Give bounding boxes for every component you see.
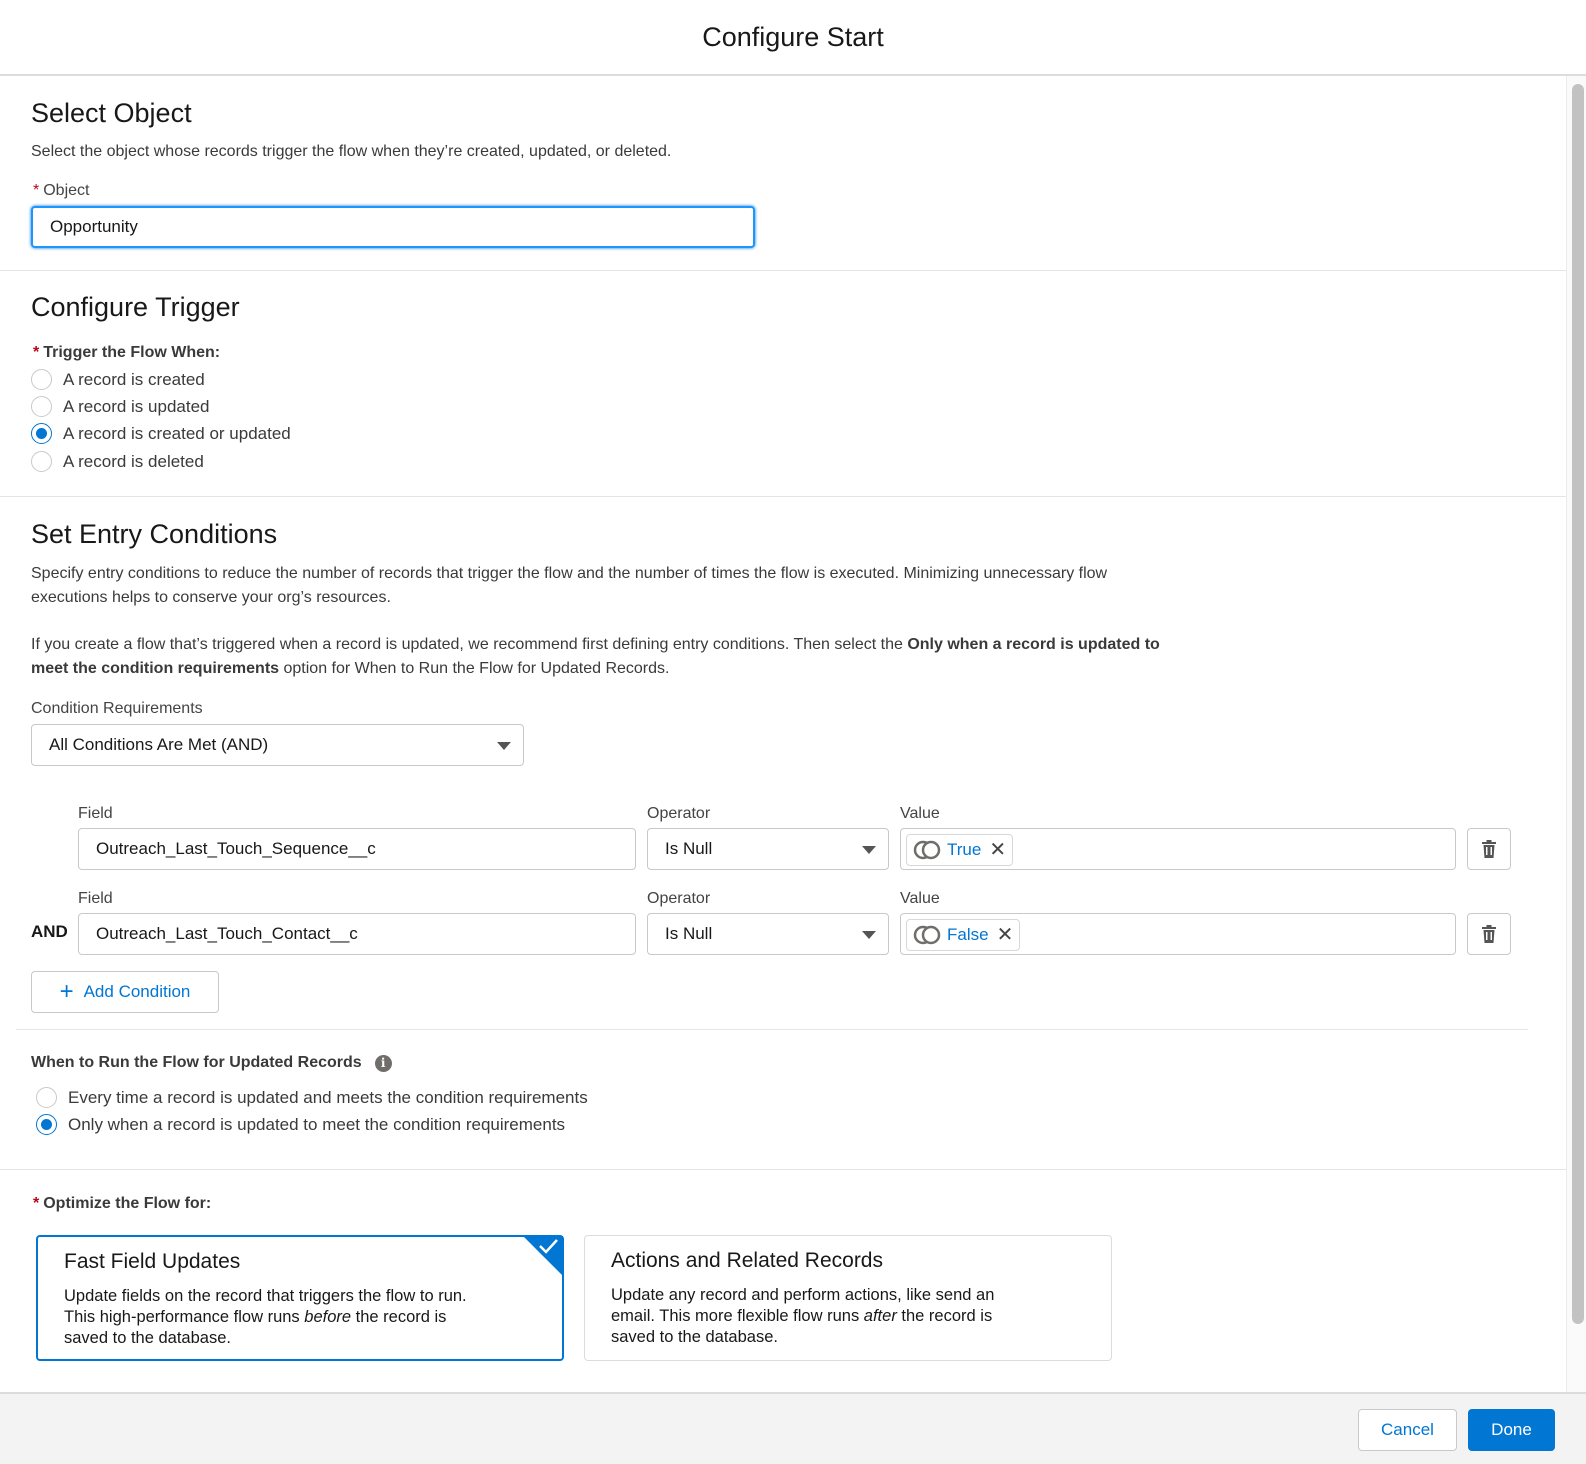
value-label: Value bbox=[900, 890, 940, 907]
card-title: Fast Field Updates bbox=[64, 1250, 241, 1273]
radio-button[interactable] bbox=[31, 369, 52, 390]
radio-label: Every time a record is updated and meets the condition requirements bbox=[68, 1087, 588, 1107]
condition-operator-value: Is Null bbox=[665, 839, 713, 858]
trash-icon bbox=[1481, 840, 1497, 858]
scrollbar-thumb[interactable] bbox=[1572, 84, 1584, 1324]
condition-value-input[interactable] bbox=[900, 913, 1456, 955]
radio-button-selected[interactable] bbox=[31, 423, 52, 444]
value-pill[interactable] bbox=[906, 834, 1013, 866]
operator-label: Operator bbox=[647, 805, 711, 822]
run-when-label: When to Run the Flow for Updated Records i bbox=[31, 1054, 392, 1072]
object-input[interactable] bbox=[31, 206, 755, 248]
boolean-icon bbox=[913, 925, 941, 945]
condition-operator-select[interactable] bbox=[647, 828, 889, 870]
condition-field-input[interactable] bbox=[78, 913, 636, 955]
condition-field-value: Outreach_Last_Touch_Sequence__c bbox=[96, 839, 376, 858]
required-asterisk: * bbox=[33, 344, 40, 361]
optimize-label: * Optimize the Flow for: bbox=[33, 1195, 212, 1212]
entry-conditions-note: If you create a flow that’s triggered when a record is updated, we recommend first defining entry conditions. Then select the Only when a record is updated to meet the condition requirements option for When to Run the Flow for Updated Records. bbox=[31, 636, 1160, 677]
trash-icon bbox=[1481, 925, 1497, 943]
done-button[interactable]: Done bbox=[1468, 1409, 1555, 1451]
close-icon[interactable]: ✕ bbox=[989, 839, 1007, 861]
field-label: Field bbox=[78, 890, 113, 907]
card-title: Actions and Related Records bbox=[611, 1249, 883, 1272]
object-input-value: Opportunity bbox=[50, 217, 138, 236]
radio-label: A record is created or updated bbox=[63, 423, 291, 443]
value-pill-label: False bbox=[947, 925, 989, 944]
chevron-down-icon bbox=[862, 846, 876, 854]
radio-label: A record is updated bbox=[63, 396, 210, 416]
check-icon bbox=[537, 1238, 559, 1254]
entry-conditions-heading: Set Entry Conditions bbox=[31, 519, 278, 549]
chevron-down-icon bbox=[862, 931, 876, 939]
radio-button[interactable] bbox=[36, 1087, 57, 1108]
add-condition-button[interactable] bbox=[31, 971, 219, 1013]
select-object-heading: Select Object bbox=[31, 98, 192, 128]
close-icon[interactable]: ✕ bbox=[996, 924, 1014, 946]
boolean-icon bbox=[913, 840, 941, 860]
condition-value-input[interactable] bbox=[900, 828, 1456, 870]
radio-only-when-updated[interactable] bbox=[36, 1114, 565, 1135]
and-connector: AND bbox=[31, 922, 68, 941]
radio-record-created-or-updated[interactable] bbox=[31, 423, 291, 444]
condition-operator-value: Is Null bbox=[665, 924, 713, 943]
required-asterisk: * bbox=[33, 1195, 40, 1212]
card-description: Update fields on the record that triggers the flow to run. This high-performance flow runs before the record is saved to the database. bbox=[64, 1287, 467, 1347]
card-description: Update any record and perform actions, like send an email. This more flexible flow runs after the record is saved to the database. bbox=[611, 1286, 995, 1346]
condition-requirements-select[interactable] bbox=[31, 724, 524, 766]
radio-record-deleted[interactable] bbox=[31, 451, 204, 472]
section-divider bbox=[0, 496, 1566, 497]
radio-label: A record is created bbox=[63, 369, 205, 389]
radio-record-updated[interactable] bbox=[31, 396, 209, 417]
condition-requirements-label: Condition Requirements bbox=[31, 700, 203, 717]
condition-field-value: Outreach_Last_Touch_Contact__c bbox=[96, 924, 358, 943]
chevron-down-icon bbox=[497, 742, 511, 750]
section-divider bbox=[0, 1169, 1566, 1170]
condition-operator-select[interactable] bbox=[647, 913, 889, 955]
delete-condition-button[interactable] bbox=[1467, 913, 1511, 955]
actions-related-records-card[interactable] bbox=[584, 1235, 1112, 1361]
radio-every-time-updated[interactable] bbox=[36, 1087, 588, 1108]
radio-button[interactable] bbox=[31, 396, 52, 417]
radio-button-selected[interactable] bbox=[36, 1114, 57, 1135]
select-object-description: Select the object whose records trigger the flow when they’re created, updated, or deleted. bbox=[31, 143, 672, 160]
delete-condition-button[interactable] bbox=[1467, 828, 1511, 870]
entry-conditions-description: Specify entry conditions to reduce the number of records that trigger the flow and the number of times the flow is executed. Minimizing unnecessary flow executions helps to conserve your org’s resources. bbox=[31, 565, 1108, 606]
fast-field-updates-card[interactable] bbox=[36, 1235, 564, 1361]
vertical-scrollbar[interactable] bbox=[1566, 76, 1586, 1392]
field-label: Field bbox=[78, 805, 113, 822]
plus-icon: + bbox=[59, 978, 74, 1005]
required-asterisk: * bbox=[33, 182, 40, 199]
section-divider bbox=[16, 1029, 1528, 1030]
modal-footer bbox=[0, 1392, 1586, 1464]
radio-button[interactable] bbox=[31, 451, 52, 472]
modal-content[interactable] bbox=[0, 76, 1566, 1392]
radio-label: A record is deleted bbox=[63, 451, 204, 471]
modal-title: Configure Start bbox=[702, 21, 884, 52]
condition-field-input[interactable] bbox=[78, 828, 636, 870]
radio-record-created[interactable] bbox=[31, 369, 205, 390]
condition-requirements-value: All Conditions Are Met (AND) bbox=[49, 735, 269, 754]
configure-trigger-heading: Configure Trigger bbox=[31, 292, 240, 322]
value-pill[interactable] bbox=[906, 919, 1020, 951]
value-pill-label: True bbox=[947, 840, 982, 859]
value-label: Value bbox=[900, 805, 940, 822]
modal-header bbox=[0, 0, 1586, 76]
radio-label: Only when a record is updated to meet the condition requirements bbox=[68, 1114, 566, 1134]
add-condition-label: Add Condition bbox=[83, 982, 191, 1001]
cancel-button[interactable]: Cancel bbox=[1358, 1409, 1457, 1451]
section-divider bbox=[0, 270, 1566, 271]
trigger-when-label: * Trigger the Flow When: bbox=[33, 344, 221, 361]
info-icon[interactable]: i bbox=[375, 1055, 392, 1072]
object-field-label: * Object bbox=[33, 182, 90, 199]
operator-label: Operator bbox=[647, 890, 711, 907]
